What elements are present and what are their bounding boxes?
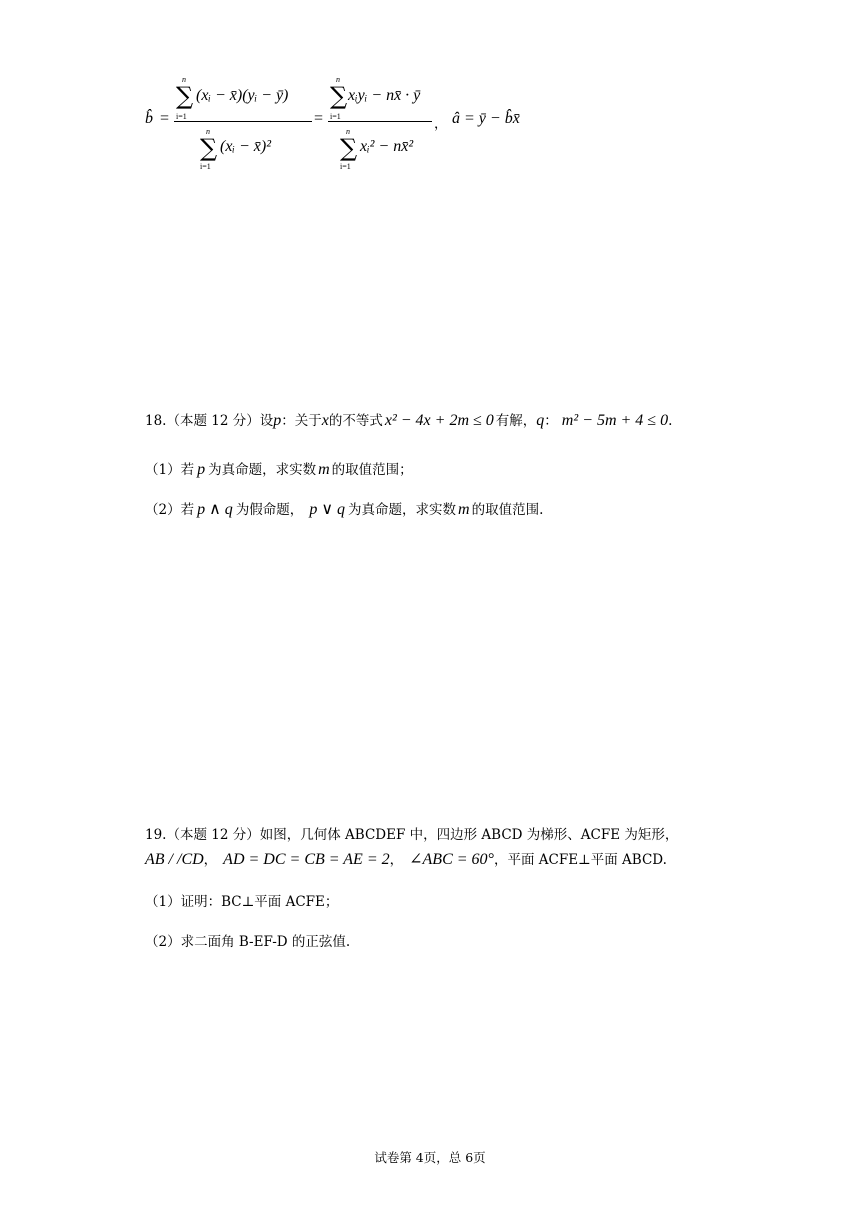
fraction-line-1 (174, 121, 312, 122)
q18-part2-or: p ∨ q (309, 501, 346, 518)
sum-symbol-2: ∑ (200, 134, 218, 162)
q18-q: q (536, 412, 545, 429)
q18-inequality-p: x² − 4x + 2m ≤ 0 (384, 412, 494, 429)
q19-points: （本题 12 分） (166, 827, 260, 843)
q18-part2-b: 为假命题， (235, 502, 304, 518)
a-hat-formula: â = ȳ − b̂x̄ (452, 110, 520, 127)
q18-part2-d: 的取值范围. (471, 502, 544, 518)
page-footer: 试卷第 4页，总 6页 (374, 1150, 486, 1165)
sum-lower-1: i=1 (176, 112, 187, 121)
q18-p: p (273, 412, 282, 429)
q19-part2: （2）求二面角 B-EF-D 的正弦值. (145, 934, 351, 950)
q19-angle: ∠ABC = 60° (409, 851, 494, 868)
equals-2: = (314, 110, 324, 127)
q18-part2-m: m (458, 501, 470, 518)
q18-end: . (668, 413, 673, 429)
q18-part2-c: 为真命题，求实数 (348, 502, 457, 518)
sum-lower-3: i=1 (330, 112, 341, 121)
sum-lower-2: i=1 (200, 162, 211, 171)
sum-symbol-4: ∑ (340, 134, 358, 162)
fraction-line-2 (328, 121, 432, 122)
q18-part1-a: （1）若 (145, 462, 195, 478)
q18-text-e: ： (544, 413, 558, 429)
q19-line2 (145, 848, 667, 869)
q19-comma-2: ， (389, 852, 404, 868)
q19-stem (145, 823, 678, 843)
q19-number: 19. (145, 827, 167, 843)
q18-points: （本题 12 分） (166, 413, 260, 429)
q18-inequality-q: m² − 5m + 4 ≤ 0 (561, 412, 669, 429)
denominator-2: xᵢ² − nx̄² (360, 138, 414, 155)
q18-part2 (145, 498, 543, 519)
sum-symbol-3: ∑ (330, 82, 348, 110)
q18-text-a: 设 (259, 413, 274, 429)
q19-parallel: AB / /CD (145, 851, 204, 868)
sum-upper-4: n (346, 127, 350, 136)
q18-part2-and: p ∧ q (197, 501, 233, 518)
q19-line1: 如图，几何体 ABCDEF 中，四边形 ABCD 为梯形、ACFE 为矩形， (259, 827, 679, 843)
sum-upper-1: n (182, 75, 186, 84)
b-hat: b̂ (145, 110, 153, 127)
q19-planes: ，平面 ACFE⊥平面 ABCD. (493, 852, 667, 868)
q19-part1: （1）证明：BC⊥平面 ACFE； (145, 894, 339, 910)
q18-part1-m: m (318, 461, 330, 478)
q18-part1-b: 为真命题，求实数 (208, 462, 317, 478)
formula-comma: ， (434, 116, 448, 132)
denominator-1: (xᵢ − x̄)² (220, 138, 271, 155)
equals-1: = (160, 110, 170, 127)
sum-lower-4: i=1 (340, 162, 351, 171)
q18-part2-a: （2）若 (145, 502, 195, 518)
q18-x: x (321, 412, 329, 429)
q18-part1 (145, 458, 413, 479)
numerator-1: (xᵢ − x̄)(yᵢ − ȳ) (196, 87, 289, 104)
q18-part1-p: p (197, 461, 206, 478)
sum-upper-3: n (336, 75, 340, 84)
q18-part1-c: 的取值范围； (331, 462, 413, 478)
q18-text-d: 有解， (495, 413, 537, 429)
q18-number: 18. (145, 413, 167, 429)
sum-upper-2: n (206, 127, 210, 136)
q18-text-c: 的不等式 (328, 413, 383, 429)
q19-comma-1: ， (203, 852, 218, 868)
q18-text-b: ：关于 (281, 413, 322, 429)
q19-equal-lengths: AD = DC = CB = AE = 2 (223, 851, 390, 868)
sum-symbol-1: ∑ (176, 82, 194, 110)
q18-stem (145, 409, 672, 430)
numerator-2: xᵢyᵢ − nx̄ · ȳ (348, 87, 421, 104)
